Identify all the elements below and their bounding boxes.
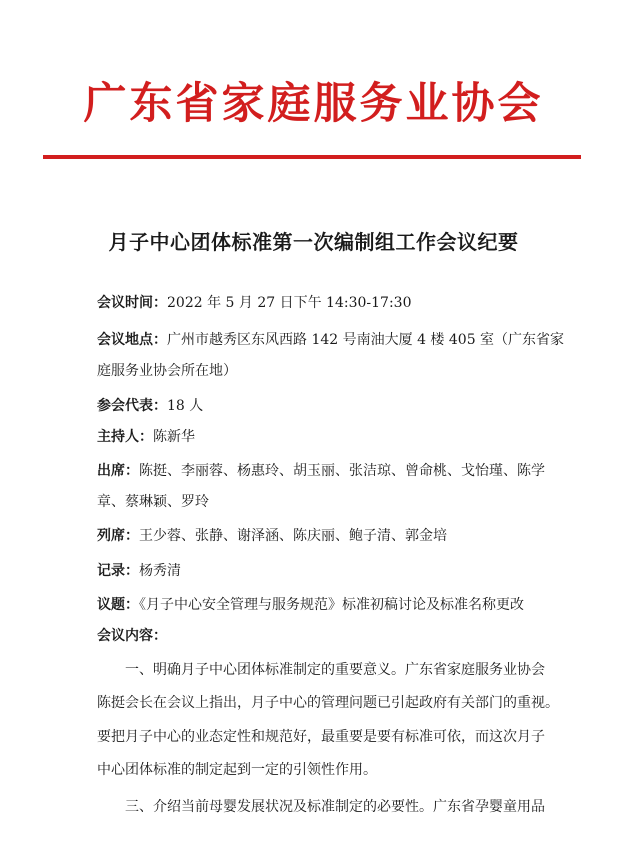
observers-row <box>97 526 447 546</box>
attendees-value-line2: 章、蔡琳颖、罗玲 <box>97 494 209 510</box>
observers-value: 王少蓉、张静、谢泽涵、陈庆丽、鲍子清、郭金培 <box>139 528 447 544</box>
org-header: 广东省家庭服务业协会 <box>83 79 544 129</box>
representatives-label: 参会代表： <box>97 398 167 414</box>
host-row <box>97 427 195 447</box>
recorder-row <box>97 561 181 581</box>
meeting-time-row <box>97 293 411 313</box>
host-value: 陈新华 <box>153 429 195 445</box>
meeting-place-continuation <box>97 361 237 381</box>
paragraph-1-line-4: 中心团体标准的制定起到一定的引领性作用。 <box>97 762 377 778</box>
recorder-value: 杨秀清 <box>139 563 181 579</box>
meeting-time-label: 会议时间： <box>97 295 167 311</box>
recorder-label: 记录： <box>97 563 139 579</box>
paragraph-1-line-1: 一、明确月子中心团体标准制定的重要意义。广东省家庭服务业协会 <box>97 662 545 678</box>
attendees-continuation <box>97 492 209 512</box>
host-label: 主持人： <box>97 429 153 445</box>
meeting-place-value-line2: 庭服务业协会所在地） <box>97 363 237 379</box>
topic-label: 议题： <box>97 597 139 613</box>
meeting-place-label: 会议地点： <box>97 332 167 348</box>
header-red-rule <box>43 155 581 159</box>
content-label: 会议内容： <box>97 628 167 644</box>
representatives-value: 18 人 <box>167 398 204 414</box>
observers-label: 列席： <box>97 528 139 544</box>
meeting-place-value-line1: 广州市越秀区东风西路 142 号南油大厦 4 楼 405 室（广东省家 <box>167 332 565 348</box>
document-title: 月子中心团体标准第一次编制组工作会议纪要 <box>108 230 519 254</box>
paragraph-1-line-3: 要把月子中心的业态定性和规范好，最重要是要有标准可依，而这次月子 <box>97 729 545 745</box>
meeting-time-value: 2022 年 5 月 27 日下午 14:30-17:30 <box>167 295 412 311</box>
paragraph-2-line-1: 三、介绍当前母婴发展状况及标准制定的必要性。广东省孕婴童用品 <box>97 799 545 815</box>
meeting-place-row <box>97 330 564 350</box>
paragraph-1-line-2: 陈挺会长在会议上指出，月子中心的管理问题已引起政府有关部门的重视。 <box>97 695 559 711</box>
representatives-row <box>97 396 203 416</box>
attendees-label: 出席： <box>97 463 139 479</box>
topic-value: 《月子中心安全管理与服务规范》标准初稿讨论及标准名称更改 <box>139 597 524 613</box>
topic-row <box>97 595 524 615</box>
content-heading-row <box>97 626 167 646</box>
attendees-row <box>97 461 545 481</box>
attendees-value-line1: 陈挺、李丽蓉、杨惠玲、胡玉丽、张洁琼、曾命桃、戈怡瑾、陈学 <box>139 463 545 479</box>
